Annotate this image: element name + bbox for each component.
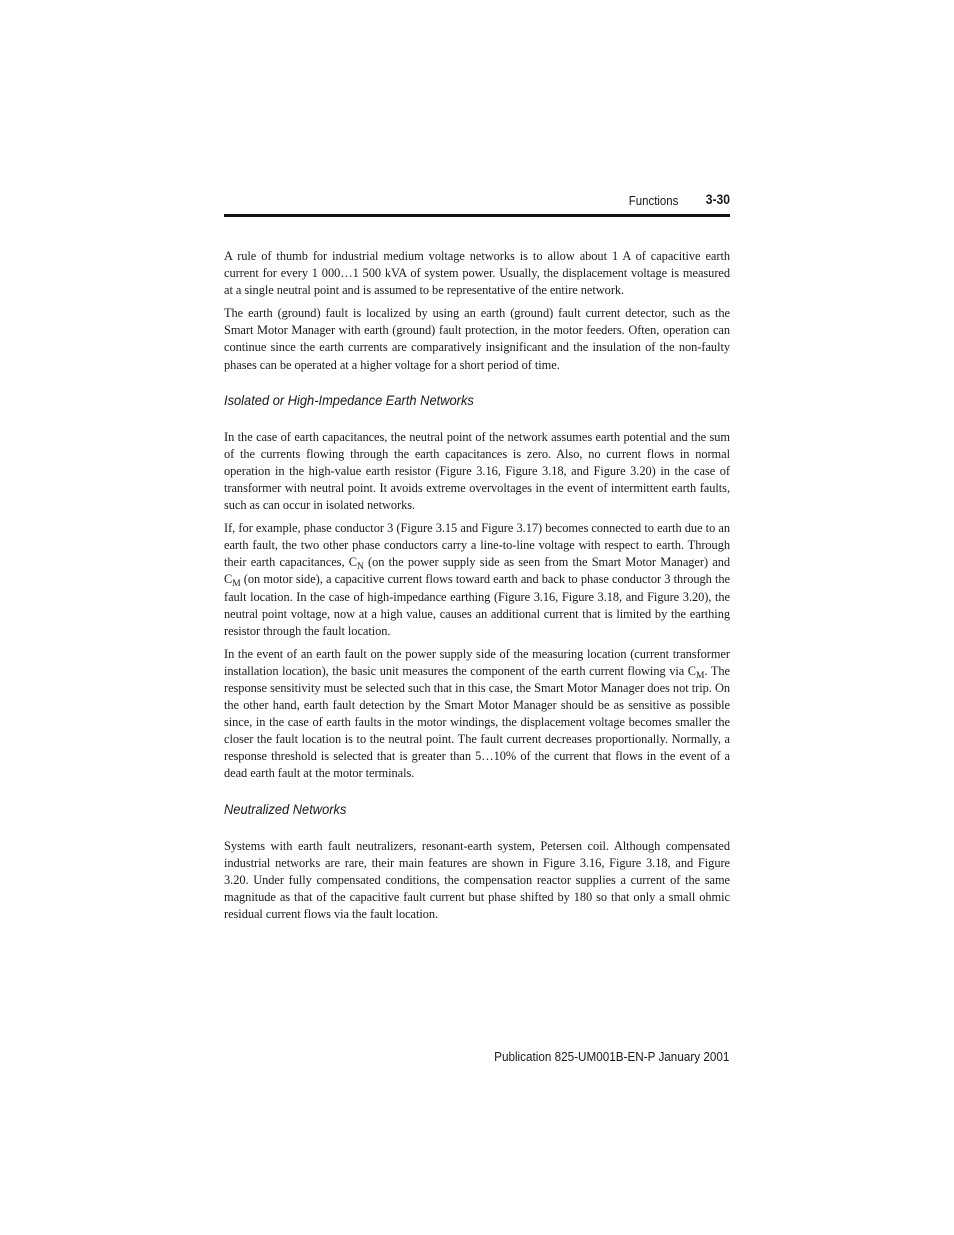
paragraph-supply-side-fault [224, 646, 730, 783]
text-run: If, for example, phase conductor 3 (Figure 3.15 and Figure 3.17) becomes connected to earth due to an earth fault, the two other phase conductors carry a line-to-line voltage with respect to earth. Through their earth capacitances, C [224, 521, 730, 570]
paragraph-neutralized-networks: Systems with earth fault neutralizers, resonant-earth system, Petersen coil. Although compensated industrial networks are rare, their main features are shown in Figure 3.16, Figure 3.18, and Figure 3.20. Under fully compensated conditions, the compensation reactor supplies a current of the same magnitude as that of the capacitive fault current but phase shifted by 180 so that only a small ohmic residual current flows via the fault location. [224, 838, 730, 921]
page-header [224, 191, 730, 211]
page-body [224, 248, 730, 929]
section-title: Functions [628, 193, 678, 208]
text-run: (on motor side), a capacitive current flows toward earth and back to phase conductor 3 through the fault location. In the case of high-impedance earthing (Figure 3.16, Figure 3.18, and Figure 3.20), the neutral point voltage, now at a high value, causes an additional current that is limited by the earthing resistor through the fault location. [224, 572, 730, 638]
text-run: (on the power supply side as seen from the Smart Motor Manager) and C [224, 555, 730, 587]
heading-neutralized-networks: Neutralized Networks [224, 800, 347, 817]
paragraph-rule-of-thumb: A rule of thumb for industrial medium voltage networks is to allow about 1 A of capacitive earth current for every 1 000…1 500 kVA of system power. Usually, the displacement voltage is measured at a single neutral point and is assumed to be representative of the entire network. [224, 249, 730, 298]
text-run: In the event of an earth fault on the power supply side of the measuring location (current transformer installation location), the basic unit measures the component of the earth current flowing via C [224, 646, 730, 678]
subscript-m: M [232, 579, 241, 590]
subscript-m: M [696, 670, 705, 681]
heading-isolated-networks: Isolated or High-Impedance Earth Networks [224, 391, 474, 408]
page-number: 3-30 [705, 192, 730, 207]
text-run: . The response sensitivity must be selected such that in this case, the Smart Motor Manager does not trip. On the other hand, earth fault detection by the Smart Motor Manager should be as sensitive as possible since, in the case of earth faults in the motor windings, the displacement voltage becomes smaller the closer the fault location is to the neutral point. The fault current decreases proportionally. Normally, a response threshold is selected that is greater than 5…10% of the current that flows in the event of a dead earth fault at the motor terminals. [224, 663, 730, 781]
subscript-n: N [356, 562, 364, 573]
header-rule [224, 214, 730, 217]
publication-footer: Publication 825-UM001B-EN-P January 2001 [493, 1049, 729, 1064]
paragraph-fault-localization: The earth (ground) fault is localized by using an earth (ground) fault current detector, such as the Smart Motor Manager with earth (ground) fault protection, in the motor feeders. Often, operation can continue since the earth currents are comparatively insignificant and the insulation of the non-faulty phases can be operated at a higher voltage for a short period of time. [224, 306, 730, 372]
paragraph-phase-conductor-fault [224, 520, 730, 640]
paragraph-earth-capacitances: In the case of earth capacitances, the neutral point of the network assumes earth potential and the sum of the currents flowing through the earth capacitances is zero. Also, no current flows in normal operation in the high-value earth resistor (Figure 3.16, Figure 3.18, and Figure 3.20) in the case of transformer with neutral point. It avoids extreme overvoltages in the event of intermittent earth faults, such as can occur in isolated networks. [224, 429, 730, 513]
